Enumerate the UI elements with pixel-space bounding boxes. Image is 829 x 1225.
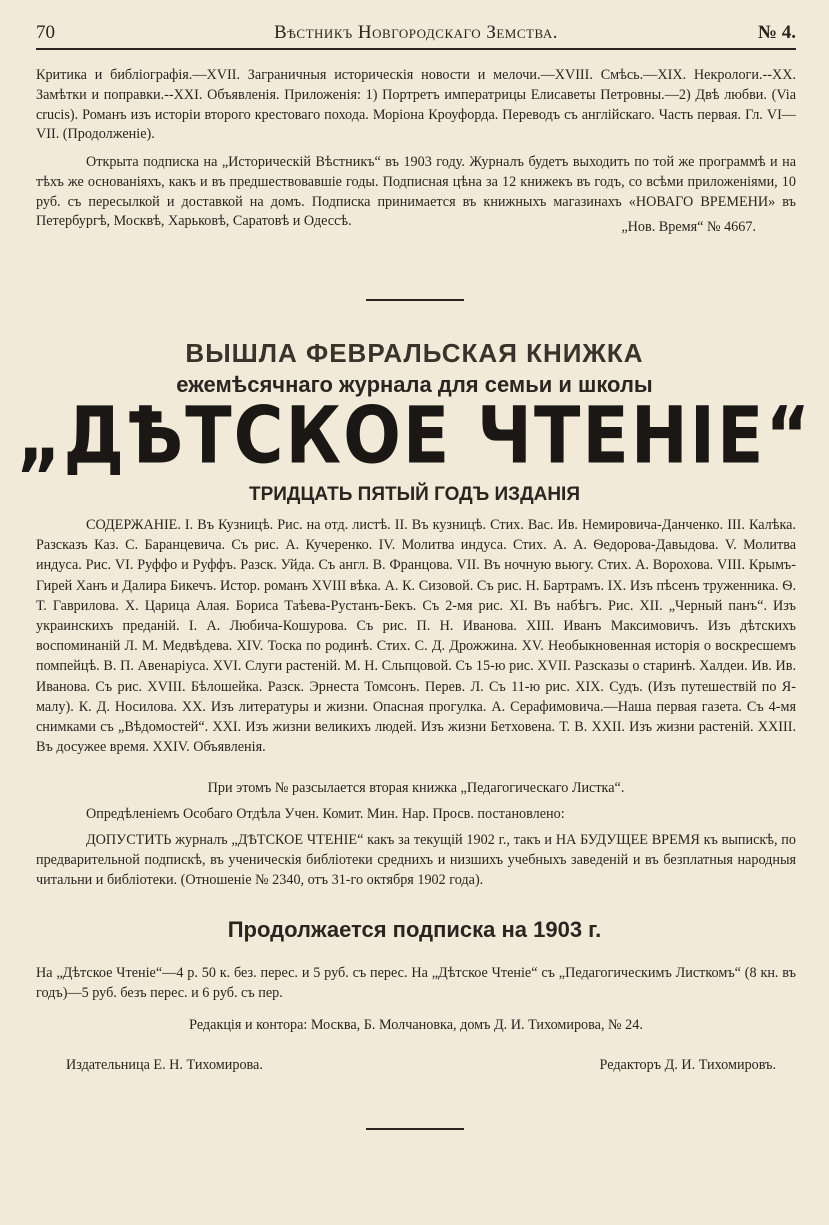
decree-intro: Опредѣленіемъ Особаго Отдѣла Учен. Комит. Мин. Нар. Просв. постановлено: xyxy=(86,806,565,822)
contents-continuation: Критика и библіографія.—XVII. Заграничныя историческія новости и мелочи.—XVIII. Смѣсь.—XIX. Некрологи.--XX. Замѣтки и поправки.--XXI. Объявленія. Приложенія: 1) Портретъ императрицы Елисаветы Петровны.—2) Двѣ любви. (Via crucis). Романъ изъ исторіи второго крестоваго похода. Моріона Кроуфорда. Переводъ съ англійскаго. Часть первая. Гл. VI—VII. (Продолженіе). xyxy=(36,67,796,143)
header-rule xyxy=(36,48,796,50)
magazine-title: „ДѢТСКОЕ ЧТЕНІЕ“ xyxy=(16,391,813,482)
page-number: 70 xyxy=(36,22,55,43)
journal-title: Вѣстникъ Новгородскаго Земства. xyxy=(274,22,558,43)
subscription-prices: На „Дѣтское Чтеніе“—4 р. 50 к. без. перес. и 5 руб. съ перес. На „Дѣтское Чтеніе“ съ „Педагогическимъ Листкомъ“ (8 кн. въ годъ)—5 руб. безъ перес. и 6 руб. съ пер. xyxy=(36,965,796,1001)
decree-text: ДОПУСТИТЬ журналъ „ДѢТСКОЕ ЧТЕНІЕ“ какъ за текущій 1902 г., такъ и НА БУДУЩЕЕ ВРЕМЯ къ выпискѣ, по предварительной подпискѣ, въ ученическія библіотеки среднихъ и низшихъ учебныхъ заведеній и въ безплатныя народныя читальни и библіотеки. (Отношеніе № 2340, отъ 31-го октября 1902 года). xyxy=(36,832,796,888)
magazine-contents: СОДЕРЖАНІЕ. I. Въ Кузницѣ. Рис. на отд. листѣ. II. Въ кузницѣ. Стих. Вас. Ив. Немировича-Данченко. III. Калѣка. Разсказъ Каз. С. Баранцевича. Съ рис. А. Кучеренко. IV. Молитва индуса. Стих. А. А. Ѳедорова-Давыдова. V. Молитва индуса. Рис. VI. Руффо и Руффъ. Разск. Уйда. Съ англ. В. Францова. VII. Въ ночную вьюгу. Стих. А. Ворохова. VIII. Крымъ-Гирей Ханъ и Далира Бикечъ. Истор. романъ XVIII вѣка. А. К. Сизовой. Съ рис. Н. Бартрамъ. IX. Изъ пѣсенъ труженника. Ѳ. Т. Гаврилова. X. Царица Алая. Бориса Таѣева-Рустанъ-Бекъ. Съ 2-мя рис. XI. Въ набѣгъ. Рис. XII. „Черный панъ“. Изъ украинскихъ преданій. І. А. Любича-Кошурова. Съ рис. П. Н. Иванова. XIII. Иванъ Максимовичъ. Изъ дѣтскихъ воспоминаній Л. М. Медвѣдева. XIV. Тоска по родинѣ. Стих. С. Д. Дрожжина. XV. Необыкновенная исторія о воскресшемъ помпейцѣ. В. П. Авенаріуса. XVI. Слуги растеній. М. Н. Сльпцовой. Съ 15-ю рис. XVII. Разсказы о старинѣ. Халдеи. Ив. Ив. Иванова. Съ рис. XVIII. Бѣлошейка. Разск. Эрнеста Томсонъ. Перев. Л. Съ 11-ю рис. XIX. Судъ. (Изъ путешествій по Я-малу). К. Д. Носилова. XX. Изъ литературы и жизни. Опасная прогулка. А. Серафимовича.—Наша первая газета. Съ 4-мя снимками съ „Вѣдомостей“. XXI. Изъ жизни великихъ людей. Изъ жизни Бетховена. Т. В. XXII. Изъ жизни растеній. XXIII. Въ досужее время. XXIV. Объявленія. xyxy=(36,517,796,756)
section-divider xyxy=(366,299,464,301)
source-citation-text: „Нов. Время“ № 4667. xyxy=(621,219,756,235)
editor-name: Редакторъ Д. И. Тихомировъ. xyxy=(599,1057,776,1073)
publisher-name: Издательница Е. Н. Тихомирова. xyxy=(66,1057,263,1073)
source-citation xyxy=(36,218,756,238)
issue-number: № 4. xyxy=(757,22,796,43)
ad-subheading: ежемѣсячнаго журнала для семьи и школы xyxy=(176,372,653,397)
page-header xyxy=(36,20,796,50)
ad-heading: ВЫШЛА ФЕВРАЛЬСКАЯ КНИЖКА xyxy=(185,338,644,368)
subscription-title: Продолжается подписка на 1903 г. xyxy=(227,917,602,942)
supplement-note: При этомъ № разсылается вторая книжка „Педагогическаго Листка“. xyxy=(207,780,625,796)
publication-year: ТРИДЦАТЬ ПЯТЫЙ ГОДЪ ИЗДАНІЯ xyxy=(249,484,580,505)
bottom-divider xyxy=(366,1128,464,1130)
editorial-office: Редакція и контора: Москва, Б. Молчановка, домъ Д. И. Тихомирова, № 24. xyxy=(189,1017,643,1033)
subscription-announcement: Открыта подписка на „Историческій Вѣстникъ“ въ 1903 году. Журналъ будетъ выходить по той же программѣ и на тѣхъ же основаніяхъ, какъ и въ предшествовавшіе годы. Подписная цѣна за 12 книжекъ въ годъ, со всѣми приложеніями, 10 руб. съ пересылкой и доставкой на домъ. Подписка принимается въ книжныхъ магазинахъ «НОВАГО ВРЕМЕНИ» въ Петербургѣ, Москвѣ, Харьковѣ, Саратовѣ и Одессѣ. xyxy=(36,154,796,230)
